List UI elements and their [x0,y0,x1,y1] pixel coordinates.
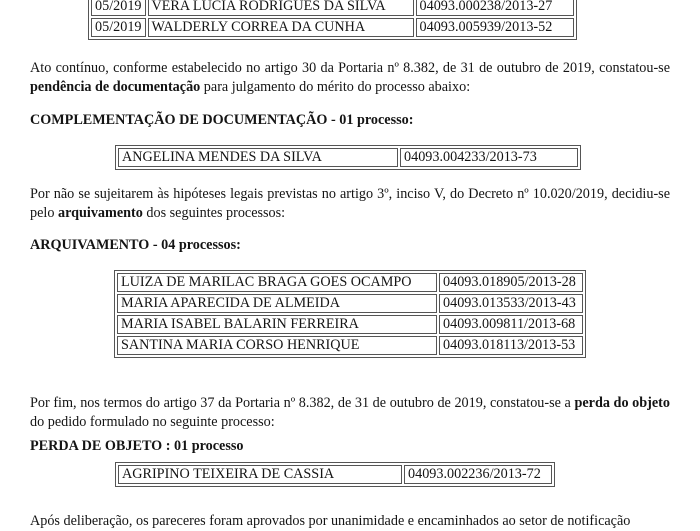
table-row [118,465,552,484]
pendencia-text-bold: pendência de documentação [30,79,201,95]
name-cell: VERA LUCIA RODRIGUES DA SILVA [148,0,414,16]
pendencia-text-before: Ato contínuo, conforme estabelecido no artigo 30 da Portaria nº 8.382, de 31 de outubro de 2019, constatou-se [30,60,670,76]
name-cell: ANGELINA MENDES DA SILVA [118,148,398,167]
perda-paragraph [30,394,670,432]
perda-table [115,462,555,487]
name-cell: MARIA ISABEL BALARIN FERREIRA [117,315,437,334]
process-cell: 04093.004233/2013-73 [400,148,578,167]
process-cell: 04093.000238/2013-27 [416,0,574,16]
table-row [117,315,583,334]
name-cell: WALDERLY CORREA DA CUNHA [148,18,414,37]
perda-text-after: do pedido formulado no seguinte processo: [30,414,275,430]
date-cell: 05/2019 [91,0,146,16]
top-process-table [88,0,577,40]
table-row [91,18,574,37]
perda-text-bold: perda do objeto [574,395,670,411]
arquivamento-paragraph [30,185,670,223]
process-cell: 04093.005939/2013-52 [416,18,574,37]
table-row [117,294,583,313]
final-paragraph: Após deliberação, os pareceres foram aprovados por unanimidade e encaminhados ao setor de notificação [30,513,631,529]
process-cell: 04093.009811/2013-68 [439,315,583,334]
process-cell: 04093.018113/2013-53 [439,336,583,355]
name-cell: AGRIPINO TEIXEIRA DE CASSIA [118,465,402,484]
name-cell: SANTINA MARIA CORSO HENRIQUE [117,336,437,355]
table-row [118,148,578,167]
table-row [117,336,583,355]
arquivamento-text-bold: arquivamento [57,205,143,221]
date-cell: 05/2019 [91,18,146,37]
perda-text-before: Por fim, nos termos do artigo 37 da Portaria nº 8.382, de 31 de outubro de 2019, constatou-se a [30,395,575,411]
pendencia-text-after: para julgamento do mérito do processo abaixo: [200,79,471,95]
arquivamento-heading: ARQUIVAMENTO - 04 processos: [30,237,241,253]
process-cell: 04093.013533/2013-43 [439,294,583,313]
process-cell: 04093.018905/2013-28 [439,273,583,292]
table-row [117,273,583,292]
arquivamento-text-before: Por não se sujeitarem às hipóteses legais previstas no artigo 3º, inciso V, do Decreto nº 10.020/2019, decidiu-se pelo [30,186,670,221]
arquivamento-text-after: dos seguintes processos: [142,205,286,221]
perda-heading: PERDA DE OBJETO : 01 processo [30,438,244,454]
name-cell: MARIA APARECIDA DE ALMEIDA [117,294,437,313]
name-cell: LUIZA DE MARILAC BRAGA GOES OCAMPO [117,273,437,292]
complementacao-heading: COMPLEMENTAÇÃO DE DOCUMENTAÇÃO - 01 processo: [30,112,414,128]
table-row [91,0,574,16]
complementacao-table [115,145,581,170]
pendencia-paragraph [30,59,670,97]
arquivamento-table [114,270,586,358]
process-cell: 04093.002236/2013-72 [404,465,552,484]
